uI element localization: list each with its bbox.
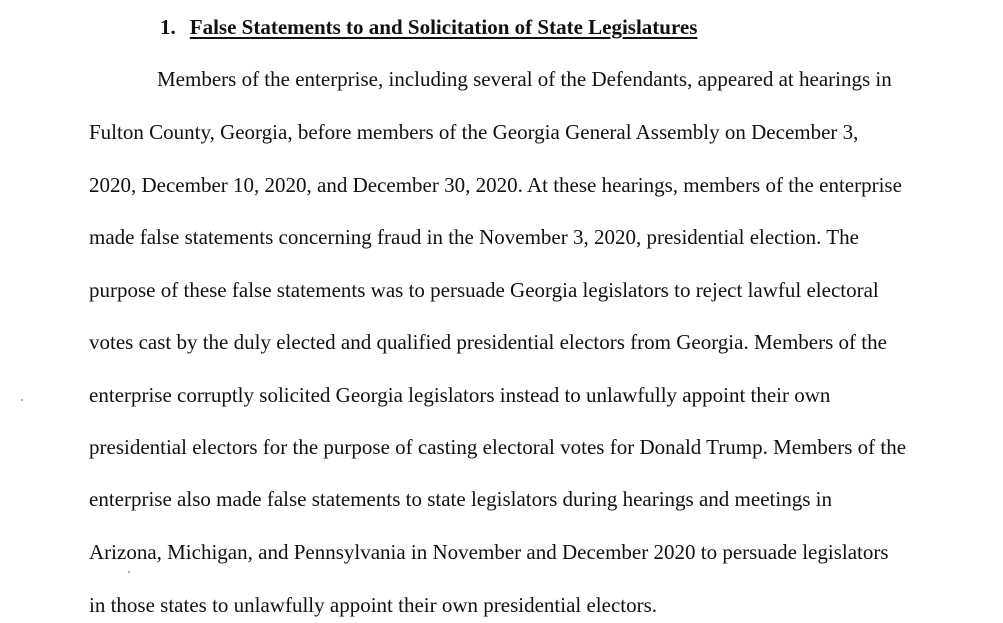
paragraph-line-10: Arizona, Michigan, and Pennsylvania in November and December 2020 to persuade legislators <box>89 540 889 564</box>
paragraph-line-4: made false statements concerning fraud in the November 3, 2020, presidential election. The <box>89 225 859 249</box>
scan-speck <box>21 399 23 401</box>
paragraph-line-6: votes cast by the duly elected and qualified presidential electors from Georgia. Members of the <box>89 330 887 354</box>
paragraph-line-2: Fulton County, Georgia, before members of the Georgia General Assembly on December 3, <box>89 120 859 144</box>
paragraph-line-9: enterprise also made false statements to state legislators during hearings and meetings in <box>89 487 832 511</box>
section-title: False Statements to and Solicitation of State Legislatures <box>189 15 698 39</box>
paragraph-line-5: purpose of these false statements was to persuade Georgia legislators to reject lawful electoral <box>89 278 879 302</box>
scan-speck <box>128 571 130 573</box>
section-number: 1. <box>160 15 176 39</box>
paragraph-line-11: in those states to unlawfully appoint their own presidential electors. <box>89 593 658 617</box>
paragraph-line-1: Members of the enterprise, including several of the Defendants, appeared at hearings in <box>157 67 892 91</box>
paragraph-line-7: enterprise corruptly solicited Georgia legislators instead to unlawfully appoint their own <box>89 383 831 407</box>
paragraph-line-8: presidential electors for the purpose of casting electoral votes for Donald Trump. Members of the <box>89 435 907 459</box>
section-heading <box>160 14 697 40</box>
paragraph-line-3: 2020, December 10, 2020, and December 30, 2020. At these hearings, members of the enterprise <box>89 173 902 197</box>
